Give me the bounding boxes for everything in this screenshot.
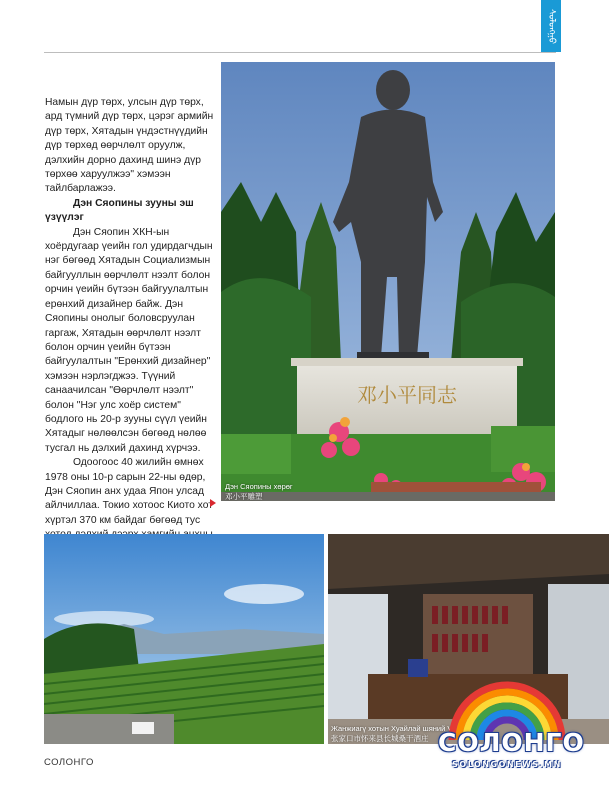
article-subheading: Дэн Сяопины зууны эш үзүүлэг [45,197,194,224]
article-paragraph-2: Дэн Сяопин ХКН-ын хоёрдугаар үеийн гол удирдагчдын нэг бөгөөд Хятадын Социализмын байгууллын өөрчлөлт нээлт болон орчин үеийн бүтээн байгуулалтын ерөнхий дизайнер байж. Дэн Сяопины онолыг боловсруулан гаргаж, Хятадын өөрчлөлт нээлт болон орчин үеийн бүтээн байгуулалтын "Ерөнхий дизайнер" хэмээн нэрлэгджээ. Түүний санаачилсан "Өөрчлөлт нээлт" болон "Нэг улс хоёр систем" бодлого нь 20-р зууны сүүл үеийн Хятадыг нөлөөлсэн бөгөөд нөлөө тусгал нь дэлхий дахинд хүрчээ. [45,226,213,454]
statue-photo [221,62,555,501]
pedestal-inscription: 邓小平同志 [357,383,457,407]
statue-caption-line-1: Дэн Сяопины хөрөг [225,482,293,491]
side-tab-label: ᠰᠣᠯᠣᠩᠭ᠋ᠣ [541,0,561,52]
article-paragraph-1: Намын дүр төрх, улсын дүр төрх, ард түмний дүр төрх, цэрэг армийн дүр төрх, Хятадын үндэстнүүдийн дүр төрхөд өөрчлөлт оруулж, дэлхийн дорно дахинд шинэ дүр төрхөө харуулжээ" хэмээн тайлбарлажээ. [45,97,214,195]
logo-wordmark: СОЛОНГО [438,728,585,757]
store-caption-line-2: 张家口市怀来县长城桑干酒庄 [331,734,429,743]
red-arrow-marker [210,499,216,507]
statue-caption-line-2: 邓小平雕塑 [225,492,263,501]
article-paragraph-3: Одоогоос 40 жилийн өмнөх 1978 оны 10-р сарын 22-ны өдөр, Дэн Сяопин анх удаа Япон улсад айлчиллаа. Токио хотоос Киото хот хүртэл 370 км байдаг бөгөөд тус [45,457,213,526]
vineyard-photo [44,534,324,744]
statue-photo-caption [225,482,293,501]
logo-url: SOLONGONEWS.MN [452,760,562,769]
article-column [45,96,221,571]
footer-magazine-name: СОЛОНГО [44,757,94,768]
store-caption-line-1: Жанжиагү хотын Хуайлай шяний V [331,724,453,733]
statue-illustration [221,62,555,501]
top-rule [44,52,556,53]
vineyard-illustration [44,534,324,744]
solongo-logo [432,680,585,780]
